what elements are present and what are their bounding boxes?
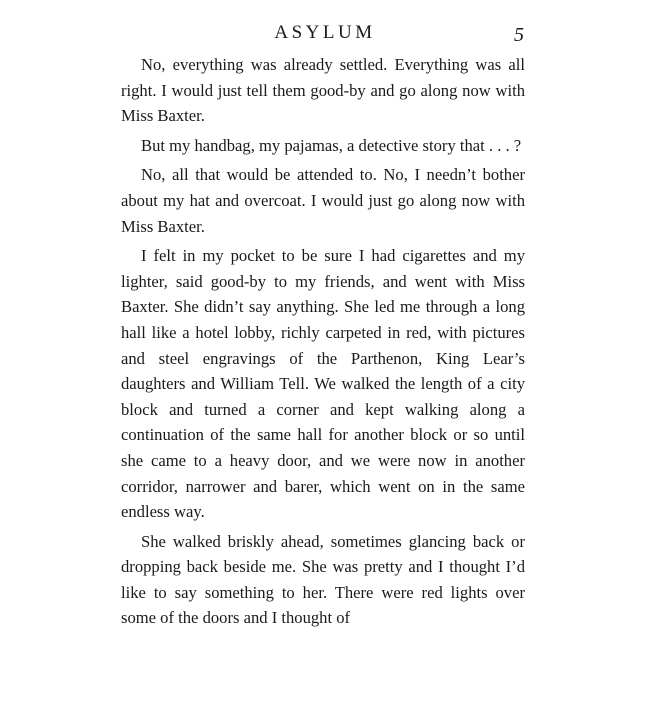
running-head xyxy=(0,22,650,52)
page-number: 5 xyxy=(514,24,524,46)
running-title: ASYLUM xyxy=(274,22,376,43)
paragraph: No, everything was already settled. Everything was all right. I would just tell them good-by and go along now with Miss Baxter. xyxy=(121,55,525,126)
paragraph: She walked briskly ahead, sometimes glancing back or dropping back beside me. She was pretty and I thought I’d like to say something to her. There were red lights over some of the doors and I thought of xyxy=(121,531,525,628)
paragraph: But my handbag, my pajamas, a detective story that . . . ? xyxy=(141,135,522,155)
paragraph: I felt in my pocket to be sure I had cigarettes and my lighter, said good-by to my friends, and went with Miss Baxter. She didn’t say anything. She led me through a long hall like a hotel lobby, richly carpeted in red, with pictures and steel engravings of the Parthenon, King Lear’s daughters and William Tell. We walked the length of a city block and turned a corner and kept walking along a continuation of the same hall for another block or so until she came to a heavy door, and we were now in another corridor, narrower and barer, which went on in the same endless way. xyxy=(121,246,525,522)
body-text xyxy=(121,52,525,631)
paragraph: No, all that would be attended to. No, I needn’t bother about my hat and overcoat. I would just go along now with Miss Baxter. xyxy=(121,165,525,236)
